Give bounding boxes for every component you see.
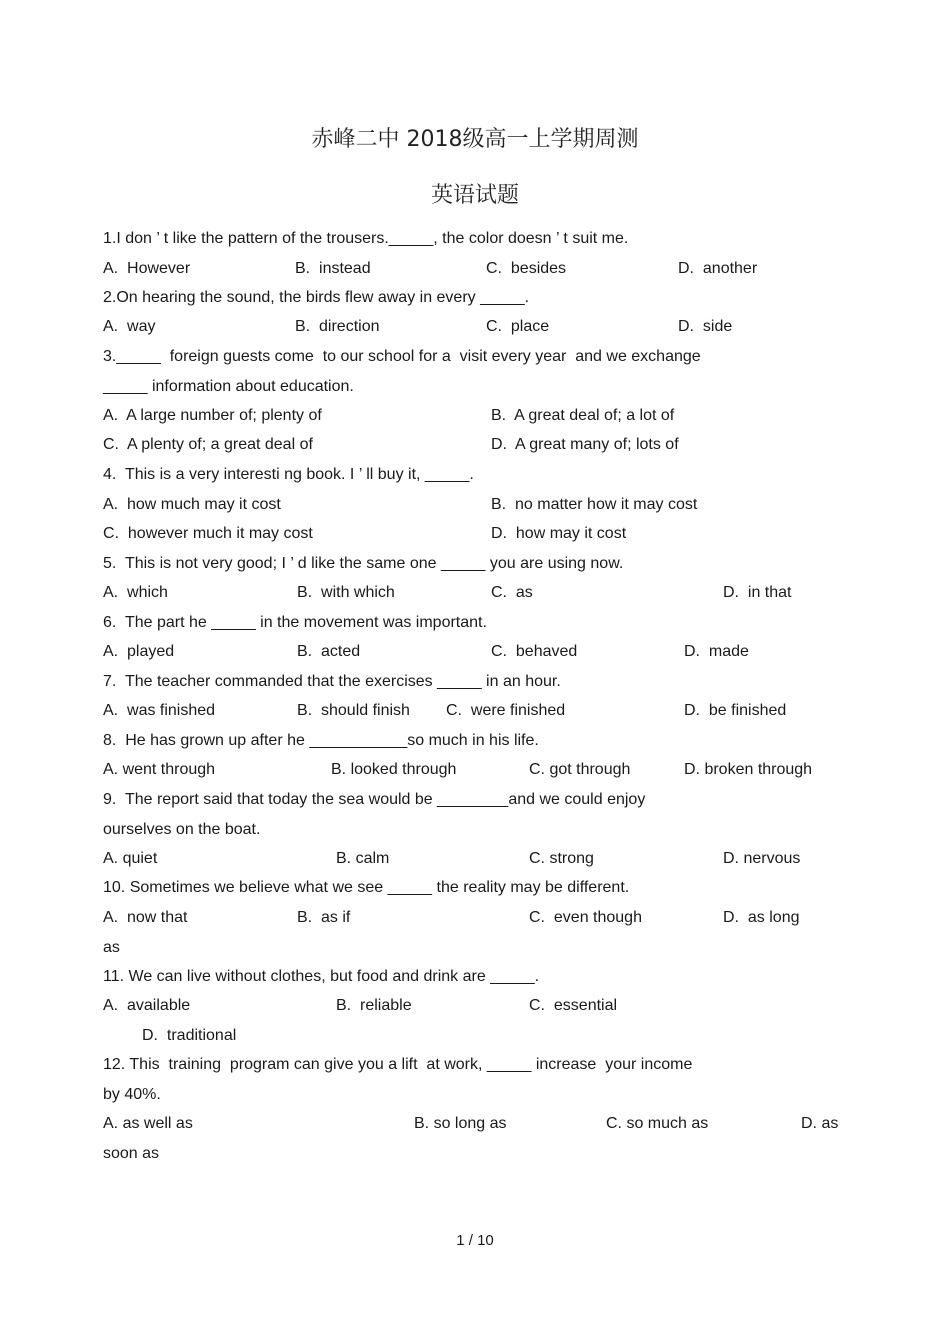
question-12-stem: 12. This training program can give you a lift at work, _____ increase your income <box>103 1056 693 1073</box>
question-12-option-d-continued: soon as <box>103 1145 160 1162</box>
question-4-option-c: C. however much it may cost <box>103 525 313 542</box>
page-number: 1 / 10 <box>456 1232 494 1249</box>
question-2-option-a: A. way <box>103 318 156 335</box>
question-7-option-d: D. be finished <box>684 702 787 719</box>
page-title: 赤峰二中 2018级高一上学期周测 <box>311 127 639 152</box>
question-7-option-a: A. was finished <box>103 702 216 719</box>
question-8-option-b: B. looked through <box>331 761 457 778</box>
question-4-option-a: A. how much may it cost <box>103 496 281 513</box>
question-7-option-c: C. were finished <box>446 702 566 719</box>
question-3-option-a: A. A large number of; plenty of <box>103 407 322 424</box>
question-6-option-d: D. made <box>684 643 749 660</box>
question-7-stem: 7. The teacher commanded that the exercises _____ in an hour. <box>103 673 561 690</box>
question-5-stem: 5. This is not very good; I ’ d like the same one _____ you are using now. <box>103 555 624 572</box>
question-3-stem: 3._____ foreign guests come to our school for a visit every year and we exchange <box>103 348 701 365</box>
question-1-option-d: D. another <box>678 260 758 277</box>
question-4-option-d: D. how may it cost <box>491 525 627 542</box>
question-9-option-a: A. quiet <box>103 850 158 867</box>
question-11-option-d: D. traditional <box>142 1027 237 1044</box>
question-6-stem: 6. The part he _____ in the movement was important. <box>103 614 487 631</box>
question-1-option-a: A. However <box>103 260 191 277</box>
question-12-stem-continued: by 40%. <box>103 1086 161 1103</box>
question-9-option-b: B. calm <box>336 850 390 867</box>
question-7-option-b: B. should finish <box>297 702 410 719</box>
question-6-option-a: A. played <box>103 643 175 660</box>
question-11-option-b: B. reliable <box>336 997 412 1014</box>
question-10-option-d-continued: as <box>103 939 120 956</box>
question-9-option-c: C. strong <box>529 850 594 867</box>
question-10-option-d: D. as long <box>723 909 800 926</box>
question-3-stem-continued: _____ information about education. <box>103 378 354 395</box>
question-9-option-d: D. nervous <box>723 850 801 867</box>
question-5-option-d: D. in that <box>723 584 792 601</box>
question-2-option-c: C. place <box>486 318 550 335</box>
question-11-option-c: C. essential <box>529 997 618 1014</box>
question-8-option-c: C. got through <box>529 761 631 778</box>
question-9-stem: 9. The report said that today the sea would be ________and we could enjoy <box>103 791 646 808</box>
page-subtitle: 英语试题 <box>430 183 519 208</box>
question-3-option-c: C. A plenty of; a great deal of <box>103 436 313 453</box>
question-10-option-a: A. now that <box>103 909 188 926</box>
question-2-option-b: B. direction <box>295 318 380 335</box>
question-8-option-a: A. went through <box>103 761 216 778</box>
question-12-option-b: B. so long as <box>414 1115 507 1132</box>
question-9-stem-continued: ourselves on the boat. <box>103 821 261 838</box>
question-12-option-a: A. as well as <box>103 1115 193 1132</box>
question-6-option-b: B. acted <box>297 643 361 660</box>
question-11-option-a: A. available <box>103 997 191 1014</box>
question-11-stem: 11. We can live without clothes, but food and drink are _____. <box>103 968 540 985</box>
question-3-option-b: B. A great deal of; a lot of <box>491 407 675 424</box>
question-5-option-c: C. as <box>491 584 533 601</box>
question-3-option-d: D. A great many of; lots of <box>491 436 679 453</box>
question-1-option-c: C. besides <box>486 260 567 277</box>
question-1-option-b: B. instead <box>295 260 371 277</box>
question-2-stem: 2.On hearing the sound, the birds flew away in every _____. <box>103 289 530 306</box>
question-8-option-d: D. broken through <box>684 761 813 778</box>
question-12-option-c: C. so much as <box>606 1115 709 1132</box>
question-4-option-b: B. no matter how it may cost <box>491 496 698 513</box>
question-10-option-b: B. as if <box>297 909 351 926</box>
question-1-stem: 1.I don ’ t like the pattern of the trousers._____, the color doesn ’ t suit me. <box>103 230 629 247</box>
question-10-option-c: C. even though <box>529 909 642 926</box>
question-6-option-c: C. behaved <box>491 643 578 660</box>
question-8-stem: 8. He has grown up after he ___________so much in his life. <box>103 732 539 749</box>
question-5-option-a: A. which <box>103 584 168 601</box>
question-10-stem: 10. Sometimes we believe what we see _____ the reality may be different. <box>103 879 630 896</box>
question-2-option-d: D. side <box>678 318 733 335</box>
question-5-option-b: B. with which <box>297 584 395 601</box>
question-12-option-d: D. as <box>801 1115 839 1132</box>
question-4-stem: 4. This is a very interesti ng book. I ’ ll buy it, _____. <box>103 466 474 483</box>
